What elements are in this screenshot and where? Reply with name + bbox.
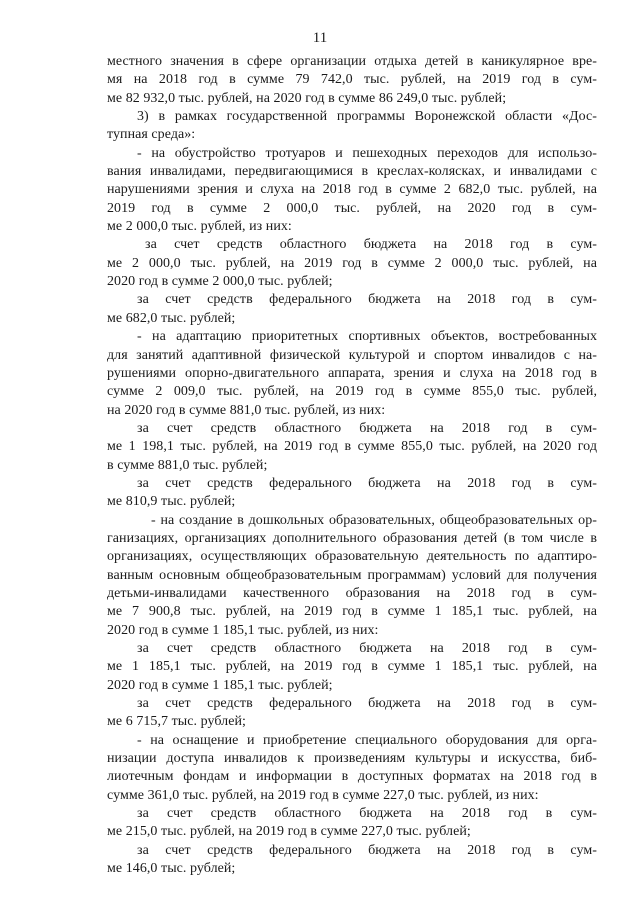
paragraph (107, 108, 597, 145)
text-line: ме 810,9 тыс. рублей; (107, 494, 236, 510)
paragraph (107, 512, 597, 640)
paragraph (107, 732, 597, 805)
text-line: тупная среда»: (107, 127, 196, 143)
paragraph (107, 695, 597, 732)
paragraph (107, 291, 597, 328)
text-line: ме 215,0 тыс. рублей, на 2019 год в сумме 227,0 тыс. рублей; (107, 824, 471, 840)
paragraph (107, 420, 597, 475)
text-line: лиотечным фондам и информации в доступных форматах на 2018 год в (107, 769, 597, 785)
text-line: 2020 год в сумме 2 000,0 тыс. рублей; (107, 274, 333, 290)
text-line: нарушениями зрения и слуха на 2018 год в сумме 2 682,0 тыс. рублей, на (107, 182, 597, 198)
text-line: - на оснащение и приобретение специального оборудования для орга- (137, 732, 597, 748)
text-line: за счет средств областного бюджета на 2018 год в сум- (145, 237, 597, 253)
text-line: ме 682,0 тыс. рублей; (107, 310, 236, 326)
paragraph (107, 236, 597, 291)
text-line: ме 82 932,0 тыс. рублей, на 2020 год в сумме 86 249,0 тыс. рублей; (107, 90, 507, 106)
text-line: местного значения в сфере организации отдыха детей в каникулярное вре- (107, 54, 597, 69)
paragraph (107, 53, 597, 108)
text-line: вания инвалидами, передвигающимися в креслах-колясках, и инвалидами с (107, 164, 597, 180)
text-line: за счет средств федерального бюджета на 2018 год в сум- (137, 475, 597, 491)
text-line: за счет средств федерального бюджета на 2018 год в сум- (137, 292, 597, 308)
paragraph (107, 640, 597, 695)
text-line: - на адаптацию приоритетных спортивных объектов, востребованных (137, 329, 597, 345)
text-line: ме 6 715,7 тыс. рублей; (107, 714, 246, 730)
text-line: - на создание в дошкольных образовательных, общеобразовательных ор- (151, 512, 597, 528)
text-line: за счет средств областного бюджета на 2018 год в сум- (137, 420, 597, 436)
text-line: ванным основным общеобразовательным программам) условий для получения (107, 567, 597, 583)
text-line: - на обустройство тротуаров и пешеходных переходов для использо- (137, 145, 597, 161)
text-line: за счет средств федерального бюджета на 2018 год в сум- (137, 696, 597, 712)
paragraph (107, 805, 597, 842)
text-line: ганизациях, организациях дополнительного образования детей (в том числе в (107, 530, 597, 546)
text-line: ме 1 185,1 тыс. рублей, на 2019 год в сумме 1 185,1 тыс. рублей, на (107, 659, 597, 675)
text-line: ме 7 900,8 тыс. рублей, на 2019 год в сумме 1 185,1 тыс. рублей, на (107, 604, 597, 620)
text-line: рушениями опорно-двигательного аппарата, зрения и слуха на 2018 год в (107, 365, 597, 381)
text-line: мя на 2018 год в сумме 79 742,0 тыс. рублей, на 2019 год в сум- (107, 72, 597, 88)
text-line: сумме 361,0 тыс. рублей, на 2019 год в сумме 227,0 тыс. рублей, из них: (107, 787, 539, 803)
document-body (107, 53, 597, 878)
text-line: в сумме 881,0 тыс. рублей; (107, 457, 268, 473)
text-line: 3) в рамках государственной программы Воронежской области «Дос- (137, 109, 597, 125)
text-line: детьми-инвалидами качественного образования на 2018 год в сум- (107, 585, 597, 601)
text-line: низации доступа инвалидов к произведениям культуры и искусства, биб- (107, 751, 597, 767)
text-line: ме 2 000,0 тыс. рублей, из них: (107, 219, 292, 235)
text-line: за счет средств областного бюджета на 2018 год в сум- (137, 806, 597, 822)
page-number: 11 (312, 30, 328, 46)
text-line: 2020 год в сумме 1 185,1 тыс. рублей, из них: (107, 622, 379, 638)
text-line: ме 146,0 тыс. рублей; (107, 861, 236, 877)
text-line: сумме 2 009,0 тыс. рублей, на 2019 год в сумме 855,0 тыс. рублей, (107, 384, 597, 400)
paragraph (107, 842, 597, 879)
paragraph (107, 475, 597, 512)
text-line: ме 2 000,0 тыс. рублей, на 2019 год в сумме 2 000,0 тыс. рублей, на (107, 255, 597, 271)
text-line: ме 1 198,1 тыс. рублей, на 2019 год в сумме 855,0 тыс. рублей, на 2020 год (107, 439, 597, 455)
text-line: 2020 год в сумме 1 185,1 тыс. рублей; (107, 677, 333, 693)
text-line: на 2020 год в сумме 881,0 тыс. рублей, из них: (107, 402, 386, 418)
paragraph (107, 145, 597, 237)
text-line: за счет средств федерального бюджета на 2018 год в сум- (137, 842, 597, 858)
paragraph (107, 328, 597, 420)
text-line: для занятий адаптивной физической культурой и спортом инвалидов с на- (107, 347, 597, 363)
text-line: за счет средств областного бюджета на 2018 год в сум- (137, 641, 597, 656)
text-line: организациях, осуществляющих образовательную деятельность по адаптиро- (107, 549, 597, 565)
text-line: 2019 год в сумме 2 000,0 тыс. рублей, на 2020 год в сум- (107, 200, 597, 216)
